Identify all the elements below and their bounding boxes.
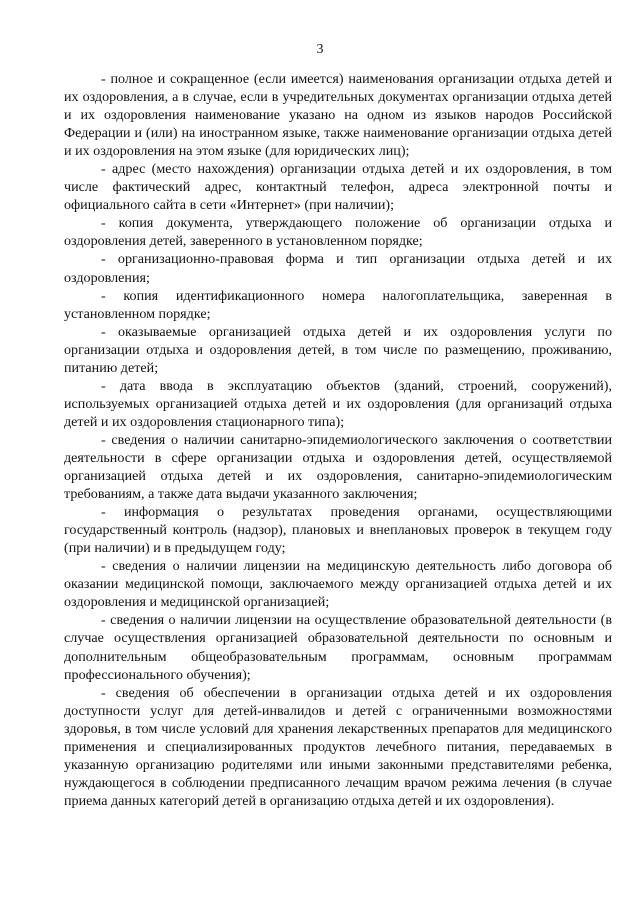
document-body (64, 70, 612, 810)
list-item: - копия документа, утверждающего положение об организации отдыха и оздоровления детей, заверенного в установленном порядке; (64, 215, 612, 250)
list-item: - дата ввода в эксплуатацию объектов (зданий, строений, сооружений), используемых организацией отдыха детей и их оздоровления (для организаций отдыха детей и их оздоровления стационарного типа); (64, 377, 612, 430)
list-item: - сведения о наличии лицензии на осуществление образовательной деятельности (в случае осуществления организацией образовательной деятельности по основным и дополнительным общеобразовательным программам, основным программам профессионального обучения); (64, 612, 612, 683)
list-item: - сведения об обеспечении в организации отдыха детей и их оздоровления доступности услуг для детей-инвалидов и детей с ограниченными возможностями здоровья, в том числе условий для хранения лекарственных препаратов для медицинского применения и специализированных продуктов лечебного питания, передаваемых в указанную организацию родителями или иными законными представителями ребенка, нуждающегося в соблюдении предписанного лечащим врачом режима лечения (в случае приема данных категорий детей в организацию отдыха детей и их оздоровления). (64, 684, 612, 809)
page-number: 3 (316, 42, 324, 57)
list-item: - оказываемые организацией отдыха детей и их оздоровления услуги по организации отдыха и оздоровления детей, в том числе по размещению, проживанию, питанию детей; (64, 323, 612, 376)
list-item: - полное и сокращенное (если имеется) наименования организации отдыха детей и их оздоровления, а в случае, если в учредительных документах организации отдыха детей и их оздоровления наименование указано на одном из языков народов Российской Федерации и (или) на иностранном языке, также наименование организации отдыха детей и их оздоровления на этом языке (для юридических лиц); (64, 71, 612, 160)
list-item: - организационно-правовая форма и тип организации отдыха детей и их оздоровления; (64, 251, 612, 286)
list-item: - адрес (место нахождения) организации отдыха детей и их оздоровления, в том числе фактический адрес, контактный телефон, адреса электронной почты и официального сайта в сети «Интернет» (при наличии); (64, 161, 612, 214)
list-item: - информация о результатах проведения органами, осуществляющими государственный контроль (надзор), плановых и внеплановых проверок в текущем году (при наличии) и в предыдущем году; (64, 504, 612, 557)
list-item: - копия идентификационного номера налогоплательщика, заверенная в установленном порядке; (64, 287, 612, 322)
list-item: - сведения о наличии лицензии на медицинскую деятельность либо договора об оказании медицинской помощи, заключаемого между организацией отдыха детей и их оздоровления и медицинской организацией; (64, 558, 612, 611)
list-item: - сведения о наличии санитарно-эпидемиологического заключения о соответствии деятельности в сфере организации отдыха и оздоровления детей, осуществляемой организацией отдыха детей и их оздоровления, санитарно-эпидемиологическим требованиям, а также дата выдачи указанного заключения; (64, 431, 612, 503)
